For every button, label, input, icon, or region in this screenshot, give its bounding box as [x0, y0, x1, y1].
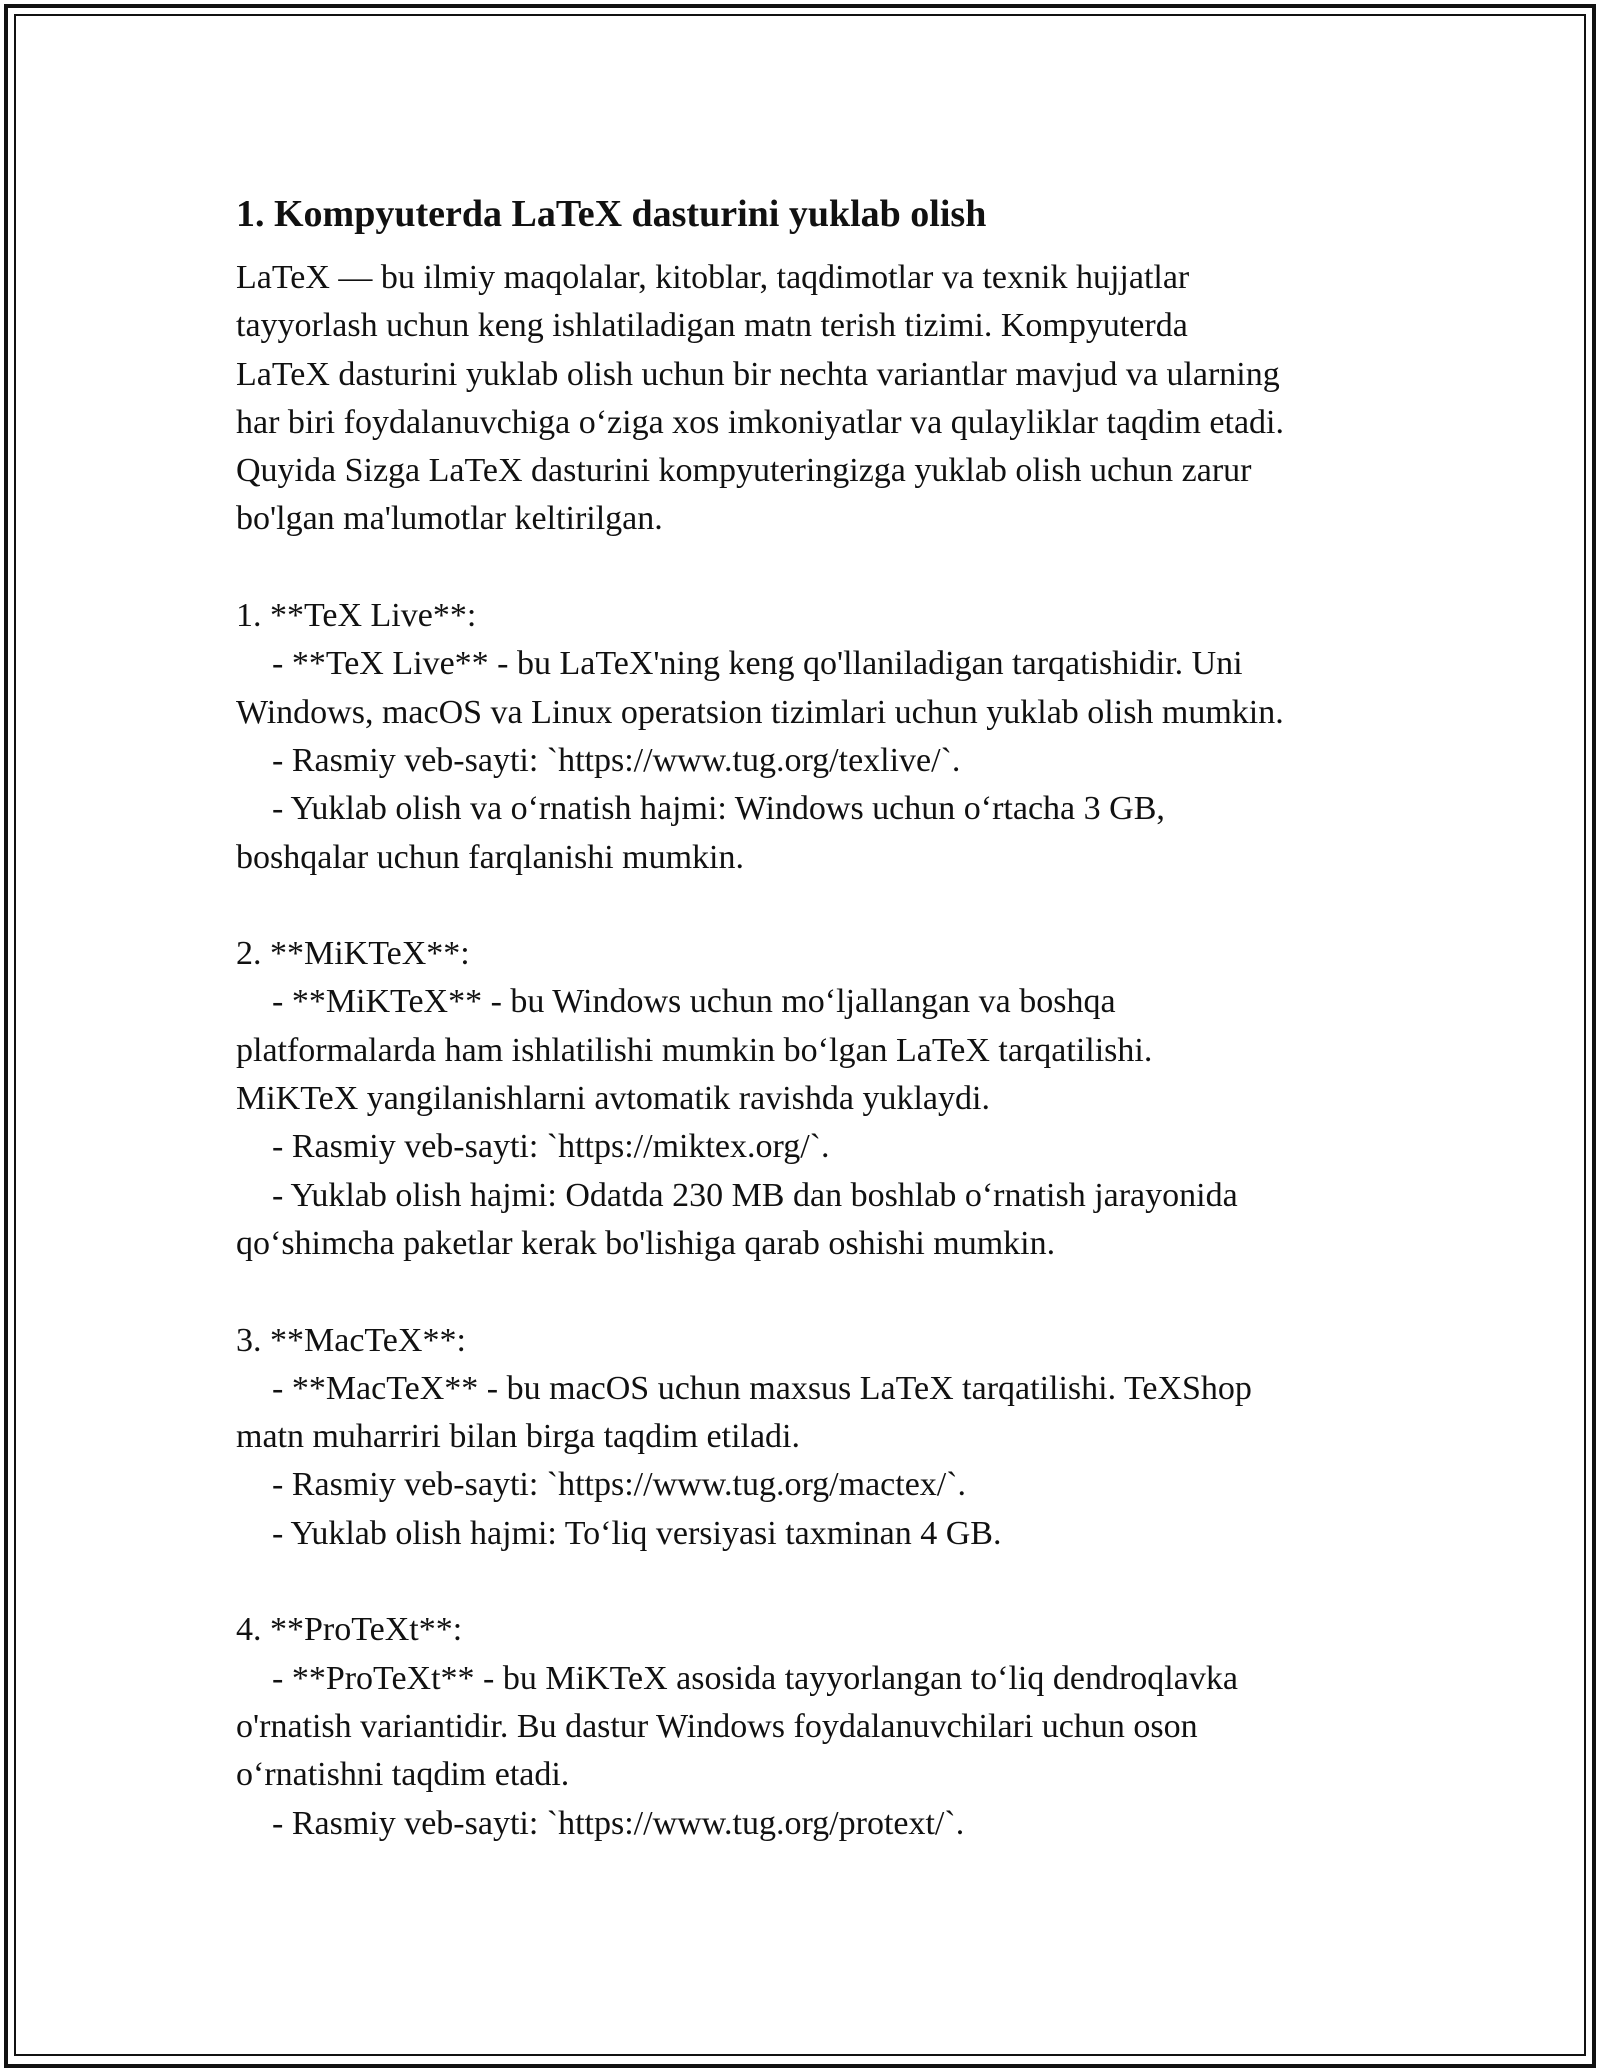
section-line: - Rasmiy veb-sayti: `https://www.tug.org/protext/`.	[272, 1804, 965, 1842]
section-line: - Yuklab olish va o‘rnatish hajmi: Windows uchun o‘rtacha 3 GB,	[272, 790, 1165, 828]
section-line: boshqalar uchun farqlanishi mumkin.	[236, 838, 745, 876]
intro-line: har biri foydalanuvchiga o‘ziga xos imkoniyatlar va qulayliklar taqdim etadi.	[236, 403, 1285, 441]
section-line: - **TeX Live** - bu LaTeX'ning keng qo'llaniladigan tarqatishidir. Uni	[272, 645, 1243, 683]
intro-line: LaTeX — bu ilmiy maqolalar, kitoblar, taqdimotlar va texnik hujjatlar	[236, 259, 1190, 296]
intro-line: LaTeX dasturini yuklab olish uchun bir nechta variantlar mavjud va ularning	[236, 355, 1280, 393]
section-line: - **ProTeXt** - bu MiKTeX asosida tayyorlangan to‘liq dendroqlavka	[272, 1659, 1238, 1697]
section-line: platformalarda ham ishlatilishi mumkin bo‘lgan LaTeX tarqatilishi.	[236, 1031, 1153, 1069]
section-heading-miktex: 2. **MiKTeX**:	[236, 935, 470, 973]
section-line: - Rasmiy veb-sayti: `https://www.tug.org/texlive/`.	[272, 741, 961, 779]
document-body	[236, 188, 1396, 1848]
section-line: o‘rnatishni taqdim etadi.	[236, 1756, 570, 1794]
intro-line: Quyida Sizga LaTeX dasturini kompyuteringizga yuklab olish uchun zarur	[236, 452, 1252, 490]
section-line: matn muharriri bilan birga taqdim etiladi.	[236, 1418, 801, 1456]
section-heading-protext: 4. **ProTeXt**:	[236, 1611, 463, 1649]
section-line: qo‘shimcha paketlar kerak bo'lishiga qarab oshishi mumkin.	[236, 1224, 1056, 1262]
section-line: Windows, macOS va Linux operatsion tizimlari uchun yuklab olish mumkin.	[236, 693, 1284, 731]
blank-line	[236, 544, 1396, 592]
blank-line	[236, 1558, 1396, 1606]
document-title: 1. Kompyuterda LaTeX dasturini yuklab olish	[236, 193, 987, 235]
intro-paragraph	[236, 254, 1396, 1848]
intro-line: tayyorlash uchun keng ishlatiladigan matn terish tizimi. Kompyuterda	[236, 307, 1188, 345]
section-line: MiKTeX yangilanishlarni avtomatik ravishda yuklaydi.	[236, 1080, 990, 1118]
section-line: - Rasmiy veb-sayti: `https://www.tug.org/mactex/`.	[272, 1466, 967, 1504]
section-heading-tex-live: 1. **TeX Live**:	[236, 597, 477, 635]
section-line: - Yuklab olish hajmi: Odatda 230 MB dan boshlab o‘rnatish jarayonida	[272, 1176, 1238, 1214]
section-line: o'rnatish variantidir. Bu dastur Windows foydalanuvchilari uchun oson	[236, 1707, 1198, 1745]
section-line: - **MiKTeX** - bu Windows uchun mo‘ljallangan va boshqa	[272, 983, 1116, 1021]
blank-line	[236, 1268, 1396, 1316]
section-line: - Yuklab olish hajmi: To‘liq versiyasi taxminan 4 GB.	[272, 1514, 1002, 1552]
section-line: - Rasmiy veb-sayti: `https://miktex.org/`.	[272, 1128, 830, 1166]
intro-line: bo'lgan ma'lumotlar keltirilgan.	[236, 500, 663, 538]
blank-line	[236, 882, 1396, 930]
section-line: - **MacTeX** - bu macOS uchun maxsus LaTeX tarqatilishi. TeXShop	[272, 1369, 1252, 1407]
section-heading-mactex: 3. **MacTeX**:	[236, 1321, 466, 1359]
